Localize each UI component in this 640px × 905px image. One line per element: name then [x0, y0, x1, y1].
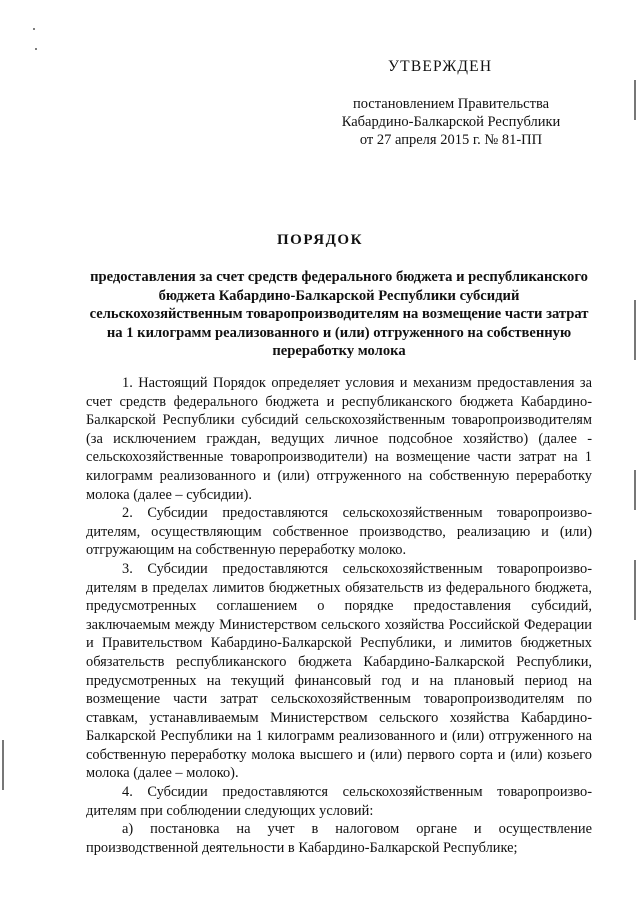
- approval-line: постановлением Правительства: [352, 96, 550, 112]
- approval-block: [316, 58, 586, 149]
- scan-edge-mark: [634, 560, 636, 620]
- scan-edge-mark: [634, 300, 636, 360]
- document-body: [86, 374, 592, 857]
- document-title: ПОРЯДОК: [277, 232, 363, 248]
- paragraph-4: 4. Субсидии предоставляются сельскохозяйственным товаропроизво-дителям при соблюдении следующих условий:: [86, 784, 592, 819]
- approval-line: Кабардино-Балкарской Республики: [341, 114, 561, 130]
- paragraph-1: 1. Настоящий Порядок определяет условия и механизм предоставления за счет средств федерального бюджета и республиканского бюджета Кабардино-Балкарской Республики субсидий сельскохозяйственным товаропроизводителям (за исключением граждан, ведущих личное подсобное хозяйство) (далее - сельскохозяйственные товаропроизводители) на возмещение части затрат на 1 килограмм реализованного и (или) отгруженного на собственную переработку молока (далее – субсидии).: [86, 375, 592, 503]
- approval-line: от 27 апреля 2015 г. № 81-ПП: [359, 132, 543, 148]
- scan-speck: [33, 28, 35, 30]
- scan-speck: [35, 48, 37, 50]
- document-subtitle: предоставления за счет средств федерального бюджета и республиканского бюджета Кабардино-Балкарской Республики субсидий сельскохозяйственным товаропроизводителям на возмещение части затрат на 1 килограмм реализованного и (или) отгруженного на собственную переработку молока: [89, 269, 589, 359]
- approval-title: УТВЕРЖДЕН: [388, 58, 493, 75]
- scan-edge-mark: [634, 80, 636, 120]
- paragraph-4a: а) постановка на учет в налоговом органе и осуществление производственной деятельности в Кабардино-Балкарской Республике;: [86, 821, 592, 856]
- paragraph-2: 2. Субсидии предоставляются сельскохозяйственным товаропроизво-дителям, осуществляющим собственное производство, реализацию и (или) отгружающим на собственную переработку молоко.: [86, 505, 592, 559]
- approval-details: [316, 95, 586, 149]
- paragraph-3: 3. Субсидии предоставляются сельскохозяйственным товаропроизво-дителям в пределах лимитов бюджетных обязательств из федерального бюджета, предусмотренных соглашением о порядке предоставления субсидий, заключаемым между Министерством сельского хозяйства Российской Федерации и Правительством Кабардино-Балкарской Республики, и лимитов бюджетных обязательств республиканского бюджета Кабардино-Балкарской Республики, предусмотренных на текущий финансовый год и на плановый период на возмещение части затрат сельскохозяйственным товаропроизводителям по ставкам, устанавливаемым Министерством сельского хозяйства Кабардино-Балкарской Республики на 1 килограмм реализованного и (или) отгруженного на собственную переработку молока высшего и (или) первого сорта и (или) козьего молока (далее – молоко).: [86, 560, 592, 782]
- scan-edge-mark: [2, 740, 4, 790]
- scan-edge-mark: [634, 470, 636, 510]
